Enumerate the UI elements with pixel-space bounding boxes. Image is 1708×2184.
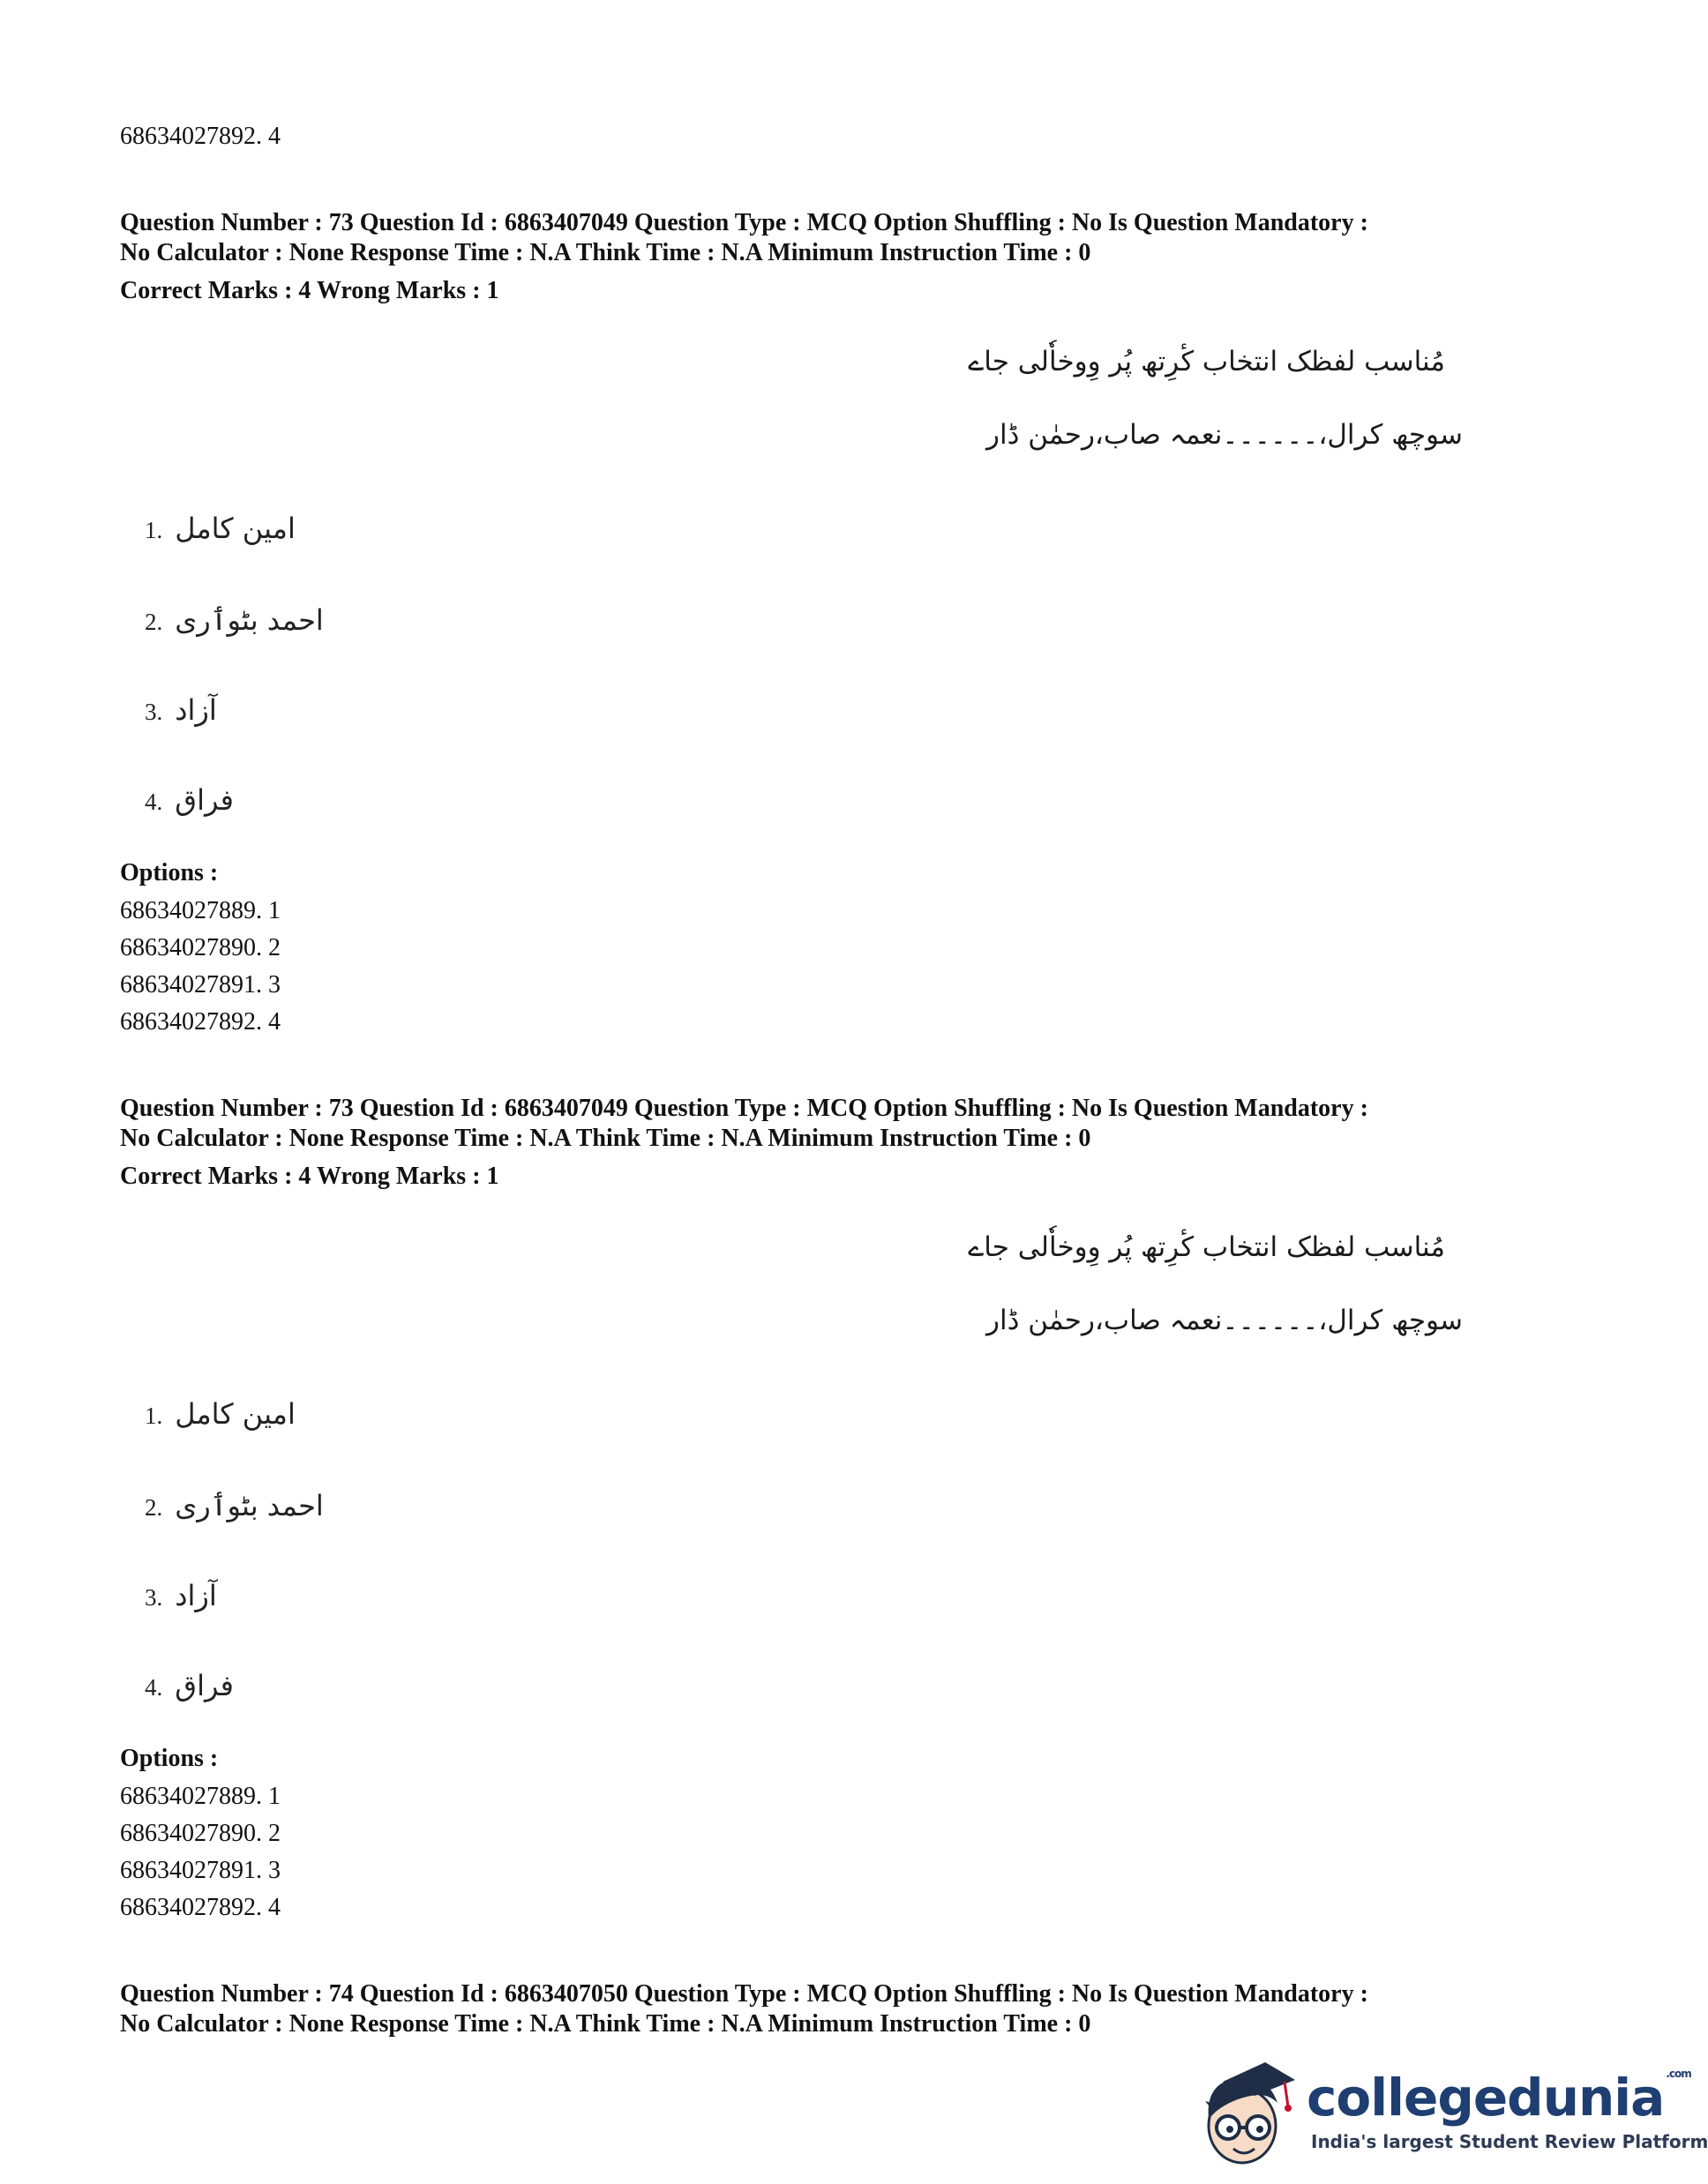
choice-number: 1. <box>145 1402 163 1429</box>
choice-3 <box>145 693 217 727</box>
question-text-urdu-line1: مُناسب لفظک انتخاب کٔرِتھ پُر وِوخاٗلی جاے <box>968 1231 1445 1263</box>
question-header-line2: No Calculator : None Response Time : N.A Think Time : N.A Minimum Instruction Time : 0 <box>120 2010 1091 2038</box>
option-line: 68634027890. 2 <box>120 934 281 961</box>
choice-number: 4. <box>145 789 163 815</box>
choice-text: احمد بٹوٲری <box>175 1489 324 1522</box>
choice-1 <box>145 512 296 545</box>
choice-text: امین کامل <box>175 1397 296 1431</box>
choice-number: 3. <box>145 699 163 725</box>
choice-text: امین کامل <box>175 512 296 545</box>
options-label: Options : <box>120 859 219 886</box>
option-line: 68634027889. 1 <box>120 1783 281 1810</box>
option-line: 68634027890. 2 <box>120 1820 281 1847</box>
choice-number: 1. <box>145 517 163 543</box>
logo-wordmark: collegedunia $^{.com}$ <box>1307 2068 1691 2128</box>
choice-2 <box>145 603 324 637</box>
question-header-line1: Question Number : 73 Question Id : 6863407049 Question Type : MCQ Option Shuffling : No Is Question Mandatory : <box>120 209 1368 236</box>
logo-tld: .com <box>1666 2068 1691 2080</box>
marks-line: Correct Marks : 4 Wrong Marks : 1 <box>120 277 499 304</box>
option-line: 68634027891. 3 <box>120 971 281 999</box>
choice-2 <box>145 1489 324 1522</box>
choice-number: 2. <box>145 609 163 635</box>
question-header-line1: Question Number : 74 Question Id : 6863407050 Question Type : MCQ Option Shuffling : No Is Question Mandatory : <box>120 1980 1368 2008</box>
option-line: 68634027892. 4 <box>120 1894 281 1921</box>
option-line: 68634027891. 3 <box>120 1857 281 1884</box>
choice-text: فراق <box>175 783 234 817</box>
choice-text: آزاد <box>175 1579 217 1612</box>
question-header-line2: No Calculator : None Response Time : N.A Think Time : N.A Minimum Instruction Time : 0 <box>120 1125 1091 1152</box>
option-line: 68634027892. 4 <box>120 1008 281 1036</box>
choice-4 <box>145 1669 234 1702</box>
question-text-urdu-line2: سوچھ کرال،۔۔۔۔۔۔نعمہ صاب،رحمٰن ڈار <box>986 419 1463 451</box>
question-header-line1: Question Number : 73 Question Id : 6863407049 Question Type : MCQ Option Shuffling : No Is Question Mandatory : <box>120 1095 1368 1122</box>
choice-3 <box>145 1579 217 1612</box>
choice-text: احمد بٹوٲری <box>175 603 324 637</box>
choice-number: 3. <box>145 1584 163 1611</box>
logo-tagline: India's largest Student Review Platform <box>1311 2131 1708 2152</box>
choice-text: آزاد <box>175 693 217 727</box>
option-line: 68634027892. 4 <box>120 123 281 150</box>
choice-text: فراق <box>175 1669 234 1702</box>
choice-4 <box>145 783 234 817</box>
question-text-urdu-line2: سوچھ کرال،۔۔۔۔۔۔نعمہ صاب،رحمٰن ڈار <box>986 1305 1463 1336</box>
options-label: Options : <box>120 1745 219 1772</box>
collegedunia-logo <box>1196 2057 1708 2172</box>
question-header-line2: No Calculator : None Response Time : N.A Think Time : N.A Minimum Instruction Time : 0 <box>120 239 1091 266</box>
choice-1 <box>145 1397 296 1431</box>
marks-line: Correct Marks : 4 Wrong Marks : 1 <box>120 1163 499 1190</box>
student-mascot-icon <box>1196 2057 1302 2172</box>
option-line: 68634027889. 1 <box>120 897 281 924</box>
choice-number: 4. <box>145 1674 163 1701</box>
choice-number: 2. <box>145 1494 163 1521</box>
question-text-urdu-line1: مُناسب لفظک انتخاب کٔرِتھ پُر وِوخاٗلی جاے <box>968 346 1445 378</box>
